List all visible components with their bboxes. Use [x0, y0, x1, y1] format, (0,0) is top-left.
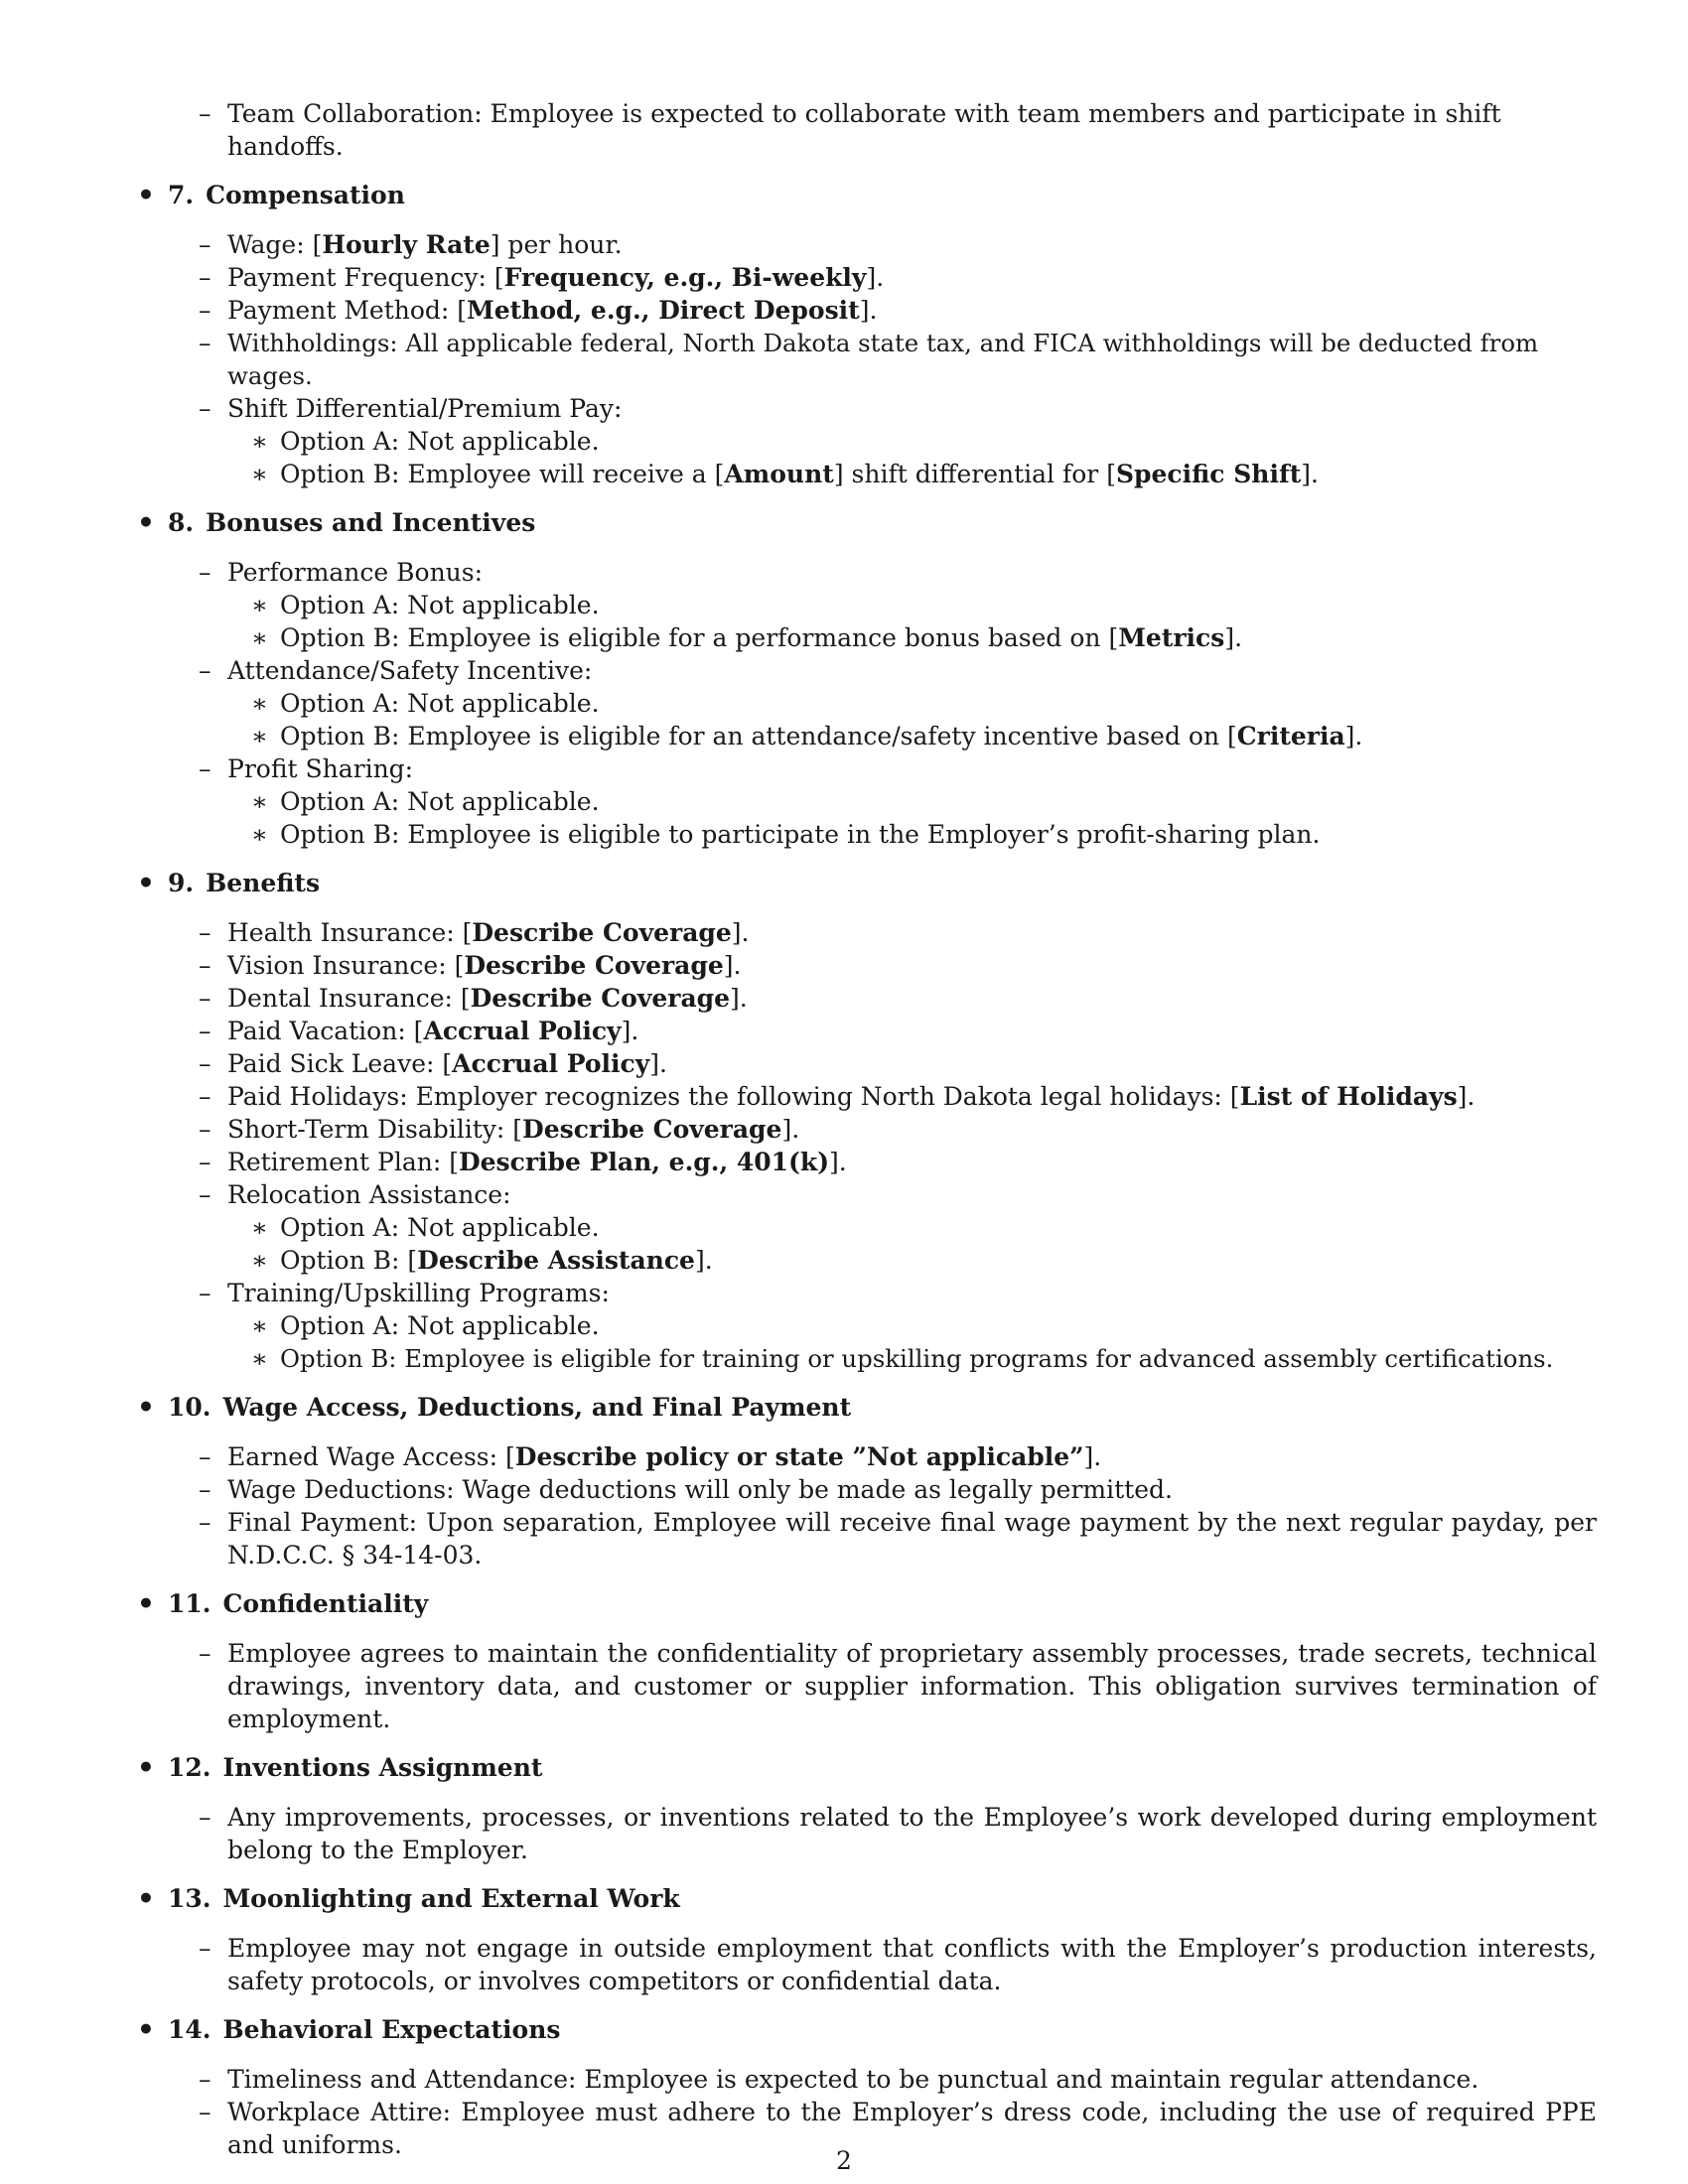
- item-text: Option B: Employee is eligible for an attendance/safety incentive based on [: [280, 722, 1237, 751]
- star-marker: ∗: [251, 427, 268, 456]
- star-marker: ∗: [251, 1344, 268, 1373]
- dash-marker: –: [199, 1442, 211, 1471]
- dash-marker: –: [199, 1082, 211, 1111]
- placeholder-field: Criteria: [1236, 722, 1345, 751]
- item-text: Wage Deductions: Wage deductions will only be made as legally permitted.: [227, 1475, 1173, 1504]
- item-text: Payment Method: [: [227, 296, 468, 325]
- item-text: ].: [649, 1049, 667, 1078]
- item-text: Workplace Attire: Employee must adhere to the Employer’s dress code, including the use of required PPE and uniforms.: [227, 2098, 1597, 2159]
- list-item: [137, 1342, 1597, 1375]
- team-collaboration-text: Team Collaboration: Employee is expected to collaborate with team members and participate in shift handoffs.: [227, 99, 1501, 161]
- dash-marker: –: [199, 1017, 211, 1045]
- item-text: ] shift differential for [: [833, 460, 1116, 488]
- list-item: [137, 1047, 1597, 1080]
- placeholder-field: List of Holidays: [1239, 1082, 1458, 1111]
- section-heading: [137, 1391, 1597, 1424]
- placeholder-field: Accrual Policy: [423, 1017, 622, 1045]
- item-text: Option A: Not applicable.: [280, 591, 600, 619]
- placeholder-field: Describe Coverage: [522, 1115, 782, 1144]
- bullet-marker: •: [137, 1391, 155, 1424]
- placeholder-field: Hourly Rate: [322, 230, 491, 259]
- item-text: Option B: Employee is eligible to participate in the Employer’s profit-sharing plan.: [280, 820, 1321, 849]
- section-title: Wage Access, Deductions, and Final Payment: [222, 1393, 852, 1422]
- list-item: [137, 1637, 1597, 1735]
- list-item: [137, 458, 1597, 490]
- page-number: 2: [836, 2146, 852, 2175]
- list-item: [137, 1080, 1597, 1113]
- item-text: ].: [730, 984, 748, 1013]
- star-marker: ∗: [251, 820, 268, 849]
- dash-marker: –: [199, 656, 211, 685]
- item-text: Short-Term Disability: [: [227, 1115, 523, 1144]
- placeholder-field: Describe Coverage: [472, 918, 732, 947]
- item-text: Paid Sick Leave: [: [227, 1049, 453, 1078]
- section-heading: [137, 179, 1597, 211]
- placeholder-field: Method, e.g., Direct Deposit: [467, 296, 860, 325]
- bullet-marker: •: [137, 506, 155, 539]
- section-number: 10.: [168, 1393, 211, 1422]
- dash-marker: –: [199, 951, 211, 980]
- bullet-marker: •: [137, 1587, 155, 1620]
- section-title: Compensation: [206, 181, 405, 209]
- item-text: Option A: Not applicable.: [280, 1311, 600, 1340]
- item-text: Option B: Employee will receive a [: [280, 460, 725, 488]
- item-text: Timeliness and Attendance: Employee is expected to be punctual and maintain regular attendance.: [227, 2065, 1479, 2094]
- item-text: Training/Upskilling Programs:: [227, 1279, 610, 1307]
- list-item: [137, 228, 1597, 261]
- placeholder-field: Describe Assistance: [417, 1246, 695, 1275]
- list-item: [137, 294, 1597, 327]
- item-text: ] per hour.: [490, 230, 623, 259]
- item-text: Option B: Employee is eligible for training or upskilling programs for advanced assembly certifications.: [280, 1344, 1554, 1373]
- dash-marker: –: [199, 230, 211, 259]
- list-item: [137, 556, 1597, 589]
- list-item: [137, 1440, 1597, 1473]
- bullet-marker: •: [137, 1882, 155, 1915]
- list-item: [137, 818, 1597, 851]
- section-title: Confidentiality: [222, 1589, 429, 1618]
- dash-marker: –: [199, 1639, 211, 1668]
- section-heading: [137, 1882, 1597, 1915]
- section-heading: [137, 867, 1597, 899]
- item-text: Earned Wage Access: [: [227, 1442, 515, 1471]
- star-marker: ∗: [251, 1311, 268, 1340]
- section-title: Moonlighting and External Work: [222, 1884, 680, 1913]
- section-number: 14.: [168, 2015, 211, 2044]
- dash-marker: –: [199, 2098, 211, 2126]
- list-item: [137, 752, 1597, 785]
- section-title: Behavioral Expectations: [222, 2015, 561, 2044]
- section-title: Benefits: [206, 869, 321, 897]
- dash-marker: –: [199, 1475, 211, 1504]
- item-text: Final Payment: Upon separation, Employee will receive final wage payment by the next regular payday, per N.D.C.C. § 34-14-03.: [227, 1508, 1597, 1570]
- item-text: Dental Insurance: [: [227, 984, 471, 1013]
- list-item: [137, 621, 1597, 654]
- document-body: [137, 97, 1597, 2161]
- dash-marker: –: [199, 296, 211, 325]
- item-text: ].: [694, 1246, 713, 1275]
- dash-marker: –: [199, 1148, 211, 1176]
- bullet-marker: •: [137, 1751, 155, 1784]
- star-marker: ∗: [251, 722, 268, 751]
- dash-marker: –: [199, 1049, 211, 1078]
- dash-marker: –: [199, 329, 211, 357]
- bullet-marker: •: [137, 867, 155, 899]
- item-text: Vision Insurance: [: [227, 951, 465, 980]
- item-text: Employee agrees to maintain the confidentiality of proprietary assembly processes, trade secrets, technical drawings, inventory data, and customer or supplier information. This obligation survives termination of employment.: [227, 1639, 1597, 1733]
- list-item: [137, 1178, 1597, 1211]
- star-marker: ∗: [251, 460, 268, 488]
- placeholder-field: Describe Plan, e.g., 401(k): [458, 1148, 830, 1176]
- item-text: Option A: Not applicable.: [280, 1213, 600, 1242]
- list-item: [137, 916, 1597, 949]
- item-text: Relocation Assistance:: [227, 1180, 511, 1209]
- item-text: Performance Bonus:: [227, 558, 484, 587]
- list-item: [137, 1113, 1597, 1146]
- star-marker: ∗: [251, 689, 268, 718]
- item-text: Option A: Not applicable.: [280, 689, 600, 718]
- item-text: ].: [866, 263, 885, 292]
- item-text: Option A: Not applicable.: [280, 787, 600, 816]
- item-text: ].: [1083, 1442, 1102, 1471]
- placeholder-field: Describe policy or state ”Not applicable”: [514, 1442, 1084, 1471]
- list-item: [137, 327, 1597, 392]
- star-marker: ∗: [251, 591, 268, 619]
- list-item: [137, 392, 1597, 425]
- list-item: [137, 720, 1597, 752]
- item-text: ].: [859, 296, 878, 325]
- placeholder-field: Accrual Policy: [452, 1049, 650, 1078]
- section-title: Inventions Assignment: [222, 1753, 543, 1782]
- placeholder-field: Metrics: [1118, 623, 1225, 652]
- dash-marker: –: [199, 394, 211, 423]
- section-number: 7.: [168, 181, 195, 209]
- dash-marker: –: [199, 1508, 211, 1537]
- section-heading: [137, 1751, 1597, 1784]
- dash-marker: –: [199, 1934, 211, 1963]
- dash-marker: –: [199, 984, 211, 1013]
- list-item: [137, 1244, 1597, 1277]
- placeholder-field: Specific Shift: [1115, 460, 1302, 488]
- star-marker: ∗: [251, 787, 268, 816]
- star-marker: ∗: [251, 1213, 268, 1242]
- item-text: Payment Frequency: [: [227, 263, 504, 292]
- dash-marker: –: [199, 1803, 211, 1832]
- item-text: ].: [1301, 460, 1319, 488]
- section-number: 8.: [168, 508, 195, 537]
- item-text: ].: [829, 1148, 847, 1176]
- item-text: ].: [1224, 623, 1243, 652]
- dash-marker: –: [199, 1180, 211, 1209]
- item-text: ].: [781, 1115, 800, 1144]
- dash-marker: –: [199, 558, 211, 587]
- item-text: Withholdings: All applicable federal, North Dakota state tax, and FICA withholdings will be deducted from wages.: [227, 329, 1539, 390]
- list-item: [137, 1277, 1597, 1309]
- section-heading: [137, 1587, 1597, 1620]
- item-text: Profit Sharing:: [227, 754, 414, 783]
- item-text: Paid Holidays: Employer recognizes the following North Dakota legal holidays: [: [227, 1082, 1240, 1111]
- item-text: ].: [723, 951, 742, 980]
- section-number: 9.: [168, 869, 195, 897]
- item-text: ].: [1457, 1082, 1476, 1111]
- list-item: [137, 425, 1597, 458]
- dash-marker: –: [199, 2065, 211, 2094]
- bullet-marker: •: [137, 179, 155, 211]
- item-text: Option B: [: [280, 1246, 418, 1275]
- item-text: Option A: Not applicable.: [280, 427, 600, 456]
- list-item: [137, 1309, 1597, 1342]
- item-text: Option B: Employee is eligible for a performance bonus based on [: [280, 623, 1119, 652]
- item-text: ].: [621, 1017, 639, 1045]
- list-item: [137, 1211, 1597, 1244]
- item-text: ].: [731, 918, 750, 947]
- dash-marker: –: [199, 1115, 211, 1144]
- star-marker: ∗: [251, 623, 268, 652]
- list-item: [137, 97, 1597, 163]
- dash-marker: –: [199, 99, 211, 128]
- item-text: Shift Differential/Premium Pay:: [227, 394, 623, 423]
- dash-marker: –: [199, 918, 211, 947]
- section-number: 11.: [168, 1589, 211, 1618]
- placeholder-field: Amount: [724, 460, 834, 488]
- dash-marker: –: [199, 263, 211, 292]
- placeholder-field: Describe Coverage: [470, 984, 731, 1013]
- placeholder-field: Describe Coverage: [464, 951, 724, 980]
- item-text: Wage: [: [227, 230, 323, 259]
- list-item: [137, 1015, 1597, 1047]
- placeholder-field: Frequency, e.g., Bi-weekly: [503, 263, 867, 292]
- star-marker: ∗: [251, 1246, 268, 1275]
- item-text: Paid Vacation: [: [227, 1017, 424, 1045]
- list-item: [137, 1801, 1597, 1866]
- list-item: [137, 589, 1597, 621]
- list-item: [137, 2063, 1597, 2096]
- list-item: [137, 982, 1597, 1015]
- list-item: [137, 261, 1597, 294]
- section-number: 12.: [168, 1753, 211, 1782]
- list-item: [137, 654, 1597, 687]
- item-text: ].: [1344, 722, 1363, 751]
- list-item: [137, 1932, 1597, 1997]
- bullet-marker: •: [137, 2013, 155, 2046]
- dash-marker: –: [199, 1279, 211, 1307]
- section-title: Bonuses and Incentives: [206, 508, 536, 537]
- list-item: [137, 1473, 1597, 1506]
- item-text: Any improvements, processes, or inventions related to the Employee’s work developed during employment belong to the Employer.: [227, 1803, 1597, 1864]
- dash-marker: –: [199, 754, 211, 783]
- item-text: Employee may not engage in outside employment that conflicts with the Employer’s production interests, safety protocols, or involves competitors or confidential data.: [227, 1934, 1597, 1995]
- section-number: 13.: [168, 1884, 211, 1913]
- item-text: Health Insurance: [: [227, 918, 473, 947]
- item-text: Attendance/Safety Incentive:: [227, 656, 593, 685]
- list-item: [137, 687, 1597, 720]
- list-item: [137, 1506, 1597, 1571]
- list-item: [137, 785, 1597, 818]
- list-item: [137, 949, 1597, 982]
- section-heading: [137, 2013, 1597, 2046]
- item-text: Retirement Plan: [: [227, 1148, 459, 1176]
- section-heading: [137, 506, 1597, 539]
- list-item: [137, 1146, 1597, 1178]
